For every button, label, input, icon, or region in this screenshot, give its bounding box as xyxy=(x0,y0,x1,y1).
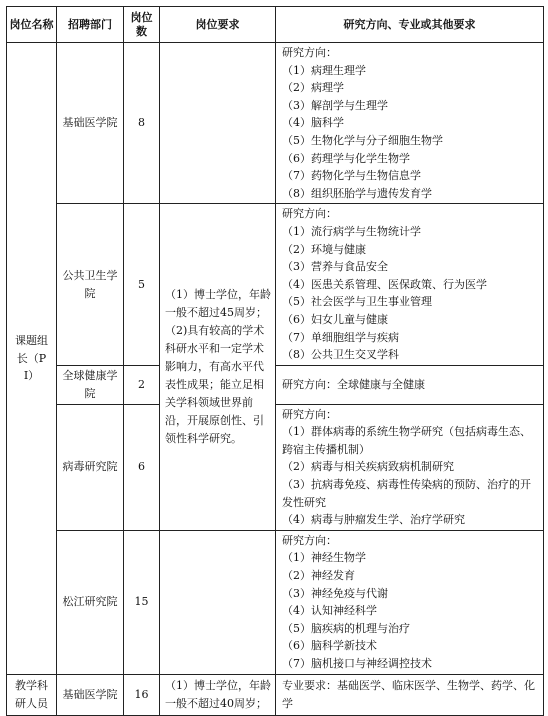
count-cell: 16 xyxy=(124,674,160,715)
direction-cell xyxy=(276,530,544,674)
direction-item: （6）药理学与化学生物学 xyxy=(282,151,410,165)
table-row xyxy=(7,674,544,715)
direction-item: （1）群体病毒的系统生物学研究（包括病毒生态、跨宿主传播机制） xyxy=(282,425,531,456)
header-requirement: 岗位要求 xyxy=(160,7,276,43)
header-row xyxy=(7,7,544,43)
direction-cell xyxy=(276,204,544,365)
direction-item: （2）病毒与相关疾病致病机制研究 xyxy=(282,460,454,474)
dept-cell: 全球健康学院 xyxy=(57,365,124,404)
direction-cell: 专业要求：基础医学、临床医学、生物学、药学、化学 xyxy=(276,674,544,715)
direction-item: （7）单细胞组学与疾病 xyxy=(282,330,399,344)
count-cell: 15 xyxy=(124,530,160,674)
table-row xyxy=(7,530,544,674)
position-teach: 教学科研人员 xyxy=(7,674,57,715)
direction-item: （4）认知神经科学 xyxy=(282,604,377,618)
table-row xyxy=(7,365,544,404)
table-row xyxy=(7,43,544,204)
direction-item: （4）脑科学 xyxy=(282,116,344,130)
direction-item: （3）神经免疫与代谢 xyxy=(282,586,388,600)
direction-title: 研究方向：全球健康与全健康 xyxy=(282,377,425,391)
direction-item: （6）脑科学新技术 xyxy=(282,639,377,653)
direction-item: （3）解剖学与生理学 xyxy=(282,98,388,112)
header-direction: 研究方向、专业或其他要求 xyxy=(276,7,544,43)
recruitment-table xyxy=(6,6,544,716)
count-cell: 5 xyxy=(124,204,160,365)
direction-cell xyxy=(276,43,544,204)
direction-item: （4）病毒与肿瘤发生学、治疗学研究 xyxy=(282,513,465,527)
direction-item: （2）神经发育 xyxy=(282,569,355,583)
direction-item: （3）营养与食品安全 xyxy=(282,260,388,274)
direction-item: （8）公共卫生交叉学科 xyxy=(282,348,399,362)
requirement-cell: （1）博士学位，年龄一般不超过40周岁； xyxy=(160,674,276,715)
count-cell: 8 xyxy=(124,43,160,204)
direction-item: （7）药物化学与生物信息学 xyxy=(282,169,421,183)
direction-item: （7）脑机接口与神经调控技术 xyxy=(282,657,432,670)
table-row xyxy=(7,204,544,365)
direction-title: 研究方向： xyxy=(282,533,337,547)
direction-item: （8）组织胚胎学与遗传发育学 xyxy=(282,186,432,200)
dept-cell: 松江研究院 xyxy=(57,530,124,674)
direction-item: （1）病理生理学 xyxy=(282,63,366,77)
dept-cell: 基础医学院 xyxy=(57,674,124,715)
header-position: 岗位名称 xyxy=(7,7,57,43)
table-row xyxy=(7,404,544,530)
direction-item: （6）妇女儿童与健康 xyxy=(282,312,388,326)
requirement-top-cell xyxy=(160,43,276,204)
direction-item: （5）社会医学与卫生事业管理 xyxy=(282,295,432,309)
direction-cell xyxy=(276,365,544,404)
requirement-cell: （1）博士学位，年龄一般不超过45周岁；（2)具有较高的学术科研水平和一定学术影响力，有高水平代表性成果；能立足相关学科领域世界前沿，开展原创性、引领性科学研究。 xyxy=(160,204,276,531)
header-count: 岗位数 xyxy=(124,7,160,43)
direction-item: （2）病理学 xyxy=(282,81,344,95)
direction-title: 研究方向： xyxy=(282,407,337,421)
position-pi: 课题组长（PI） xyxy=(7,43,57,675)
dept-cell: 基础医学院 xyxy=(57,43,124,204)
count-cell: 6 xyxy=(124,404,160,530)
direction-item: （3）抗病毒免疫、病毒性传染病的预防、治疗的开发性研究 xyxy=(282,478,531,509)
direction-item: （4）医患关系管理、医保政策、行为医学 xyxy=(282,277,487,291)
header-dept: 招聘部门 xyxy=(57,7,124,43)
direction-title: 研究方向： xyxy=(282,46,337,59)
direction-title: 研究方向： xyxy=(282,207,337,221)
direction-item: （2）环境与健康 xyxy=(282,242,366,256)
direction-item: （1）流行病学与生物统计学 xyxy=(282,224,421,238)
dept-cell: 病毒研究院 xyxy=(57,404,124,530)
requirement-bottom-cell xyxy=(160,530,276,674)
dept-cell: 公共卫生学院 xyxy=(57,204,124,365)
direction-item: （5）脑疾病的机理与治疗 xyxy=(282,621,410,635)
direction-cell xyxy=(276,404,544,530)
count-cell: 2 xyxy=(124,365,160,404)
direction-item: （5）生物化学与分子细胞生物学 xyxy=(282,133,443,147)
direction-item: （1）神经生物学 xyxy=(282,551,366,565)
